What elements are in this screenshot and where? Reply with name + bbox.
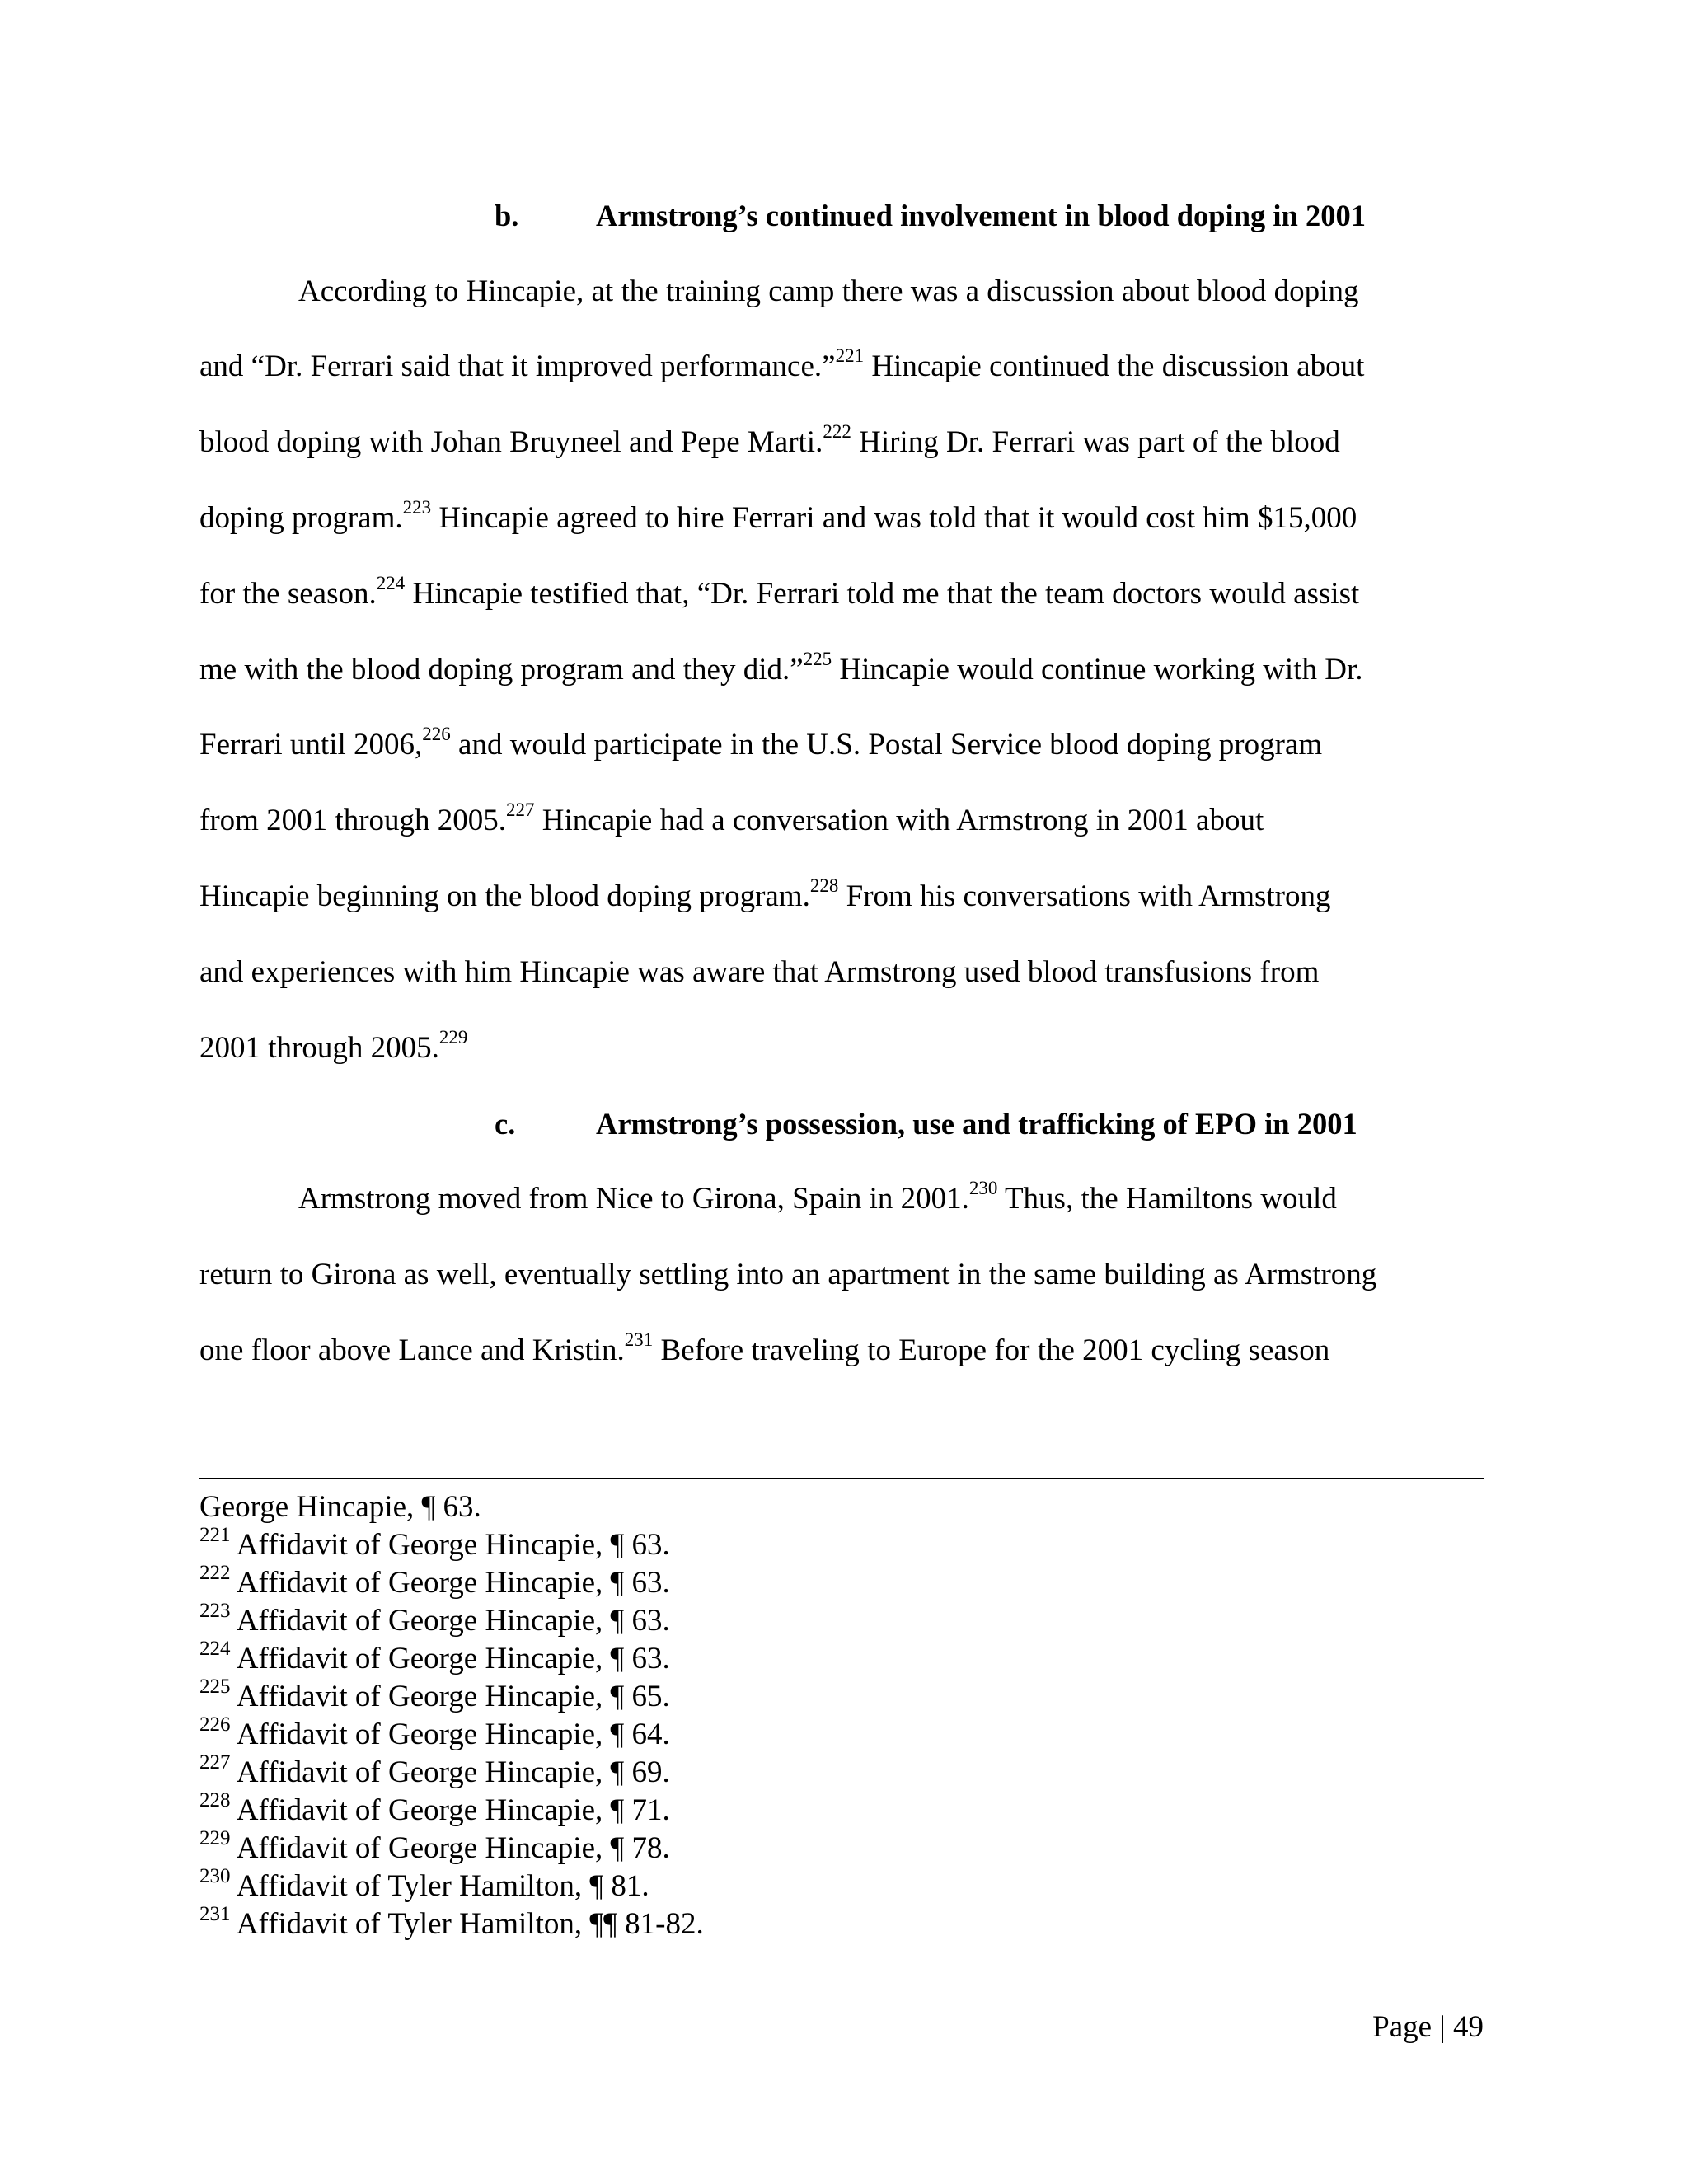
paragraph-line: and “Dr. Ferrari said that it improved performance.”$^{221}$ Hincapie continued the discussion about xyxy=(199,344,1365,383)
footnote-ref[interactable]: 223 xyxy=(402,496,432,518)
paragraph-line: doping program.$^{223}$ Hincapie agreed to hire Ferrari and was told that it would cost him $15,000 xyxy=(199,496,1357,535)
section-label-b: b. xyxy=(495,199,519,232)
footnote-227: $^{227}$ Affidavit of George Hincapie, ¶ 69. xyxy=(199,1750,670,1789)
paragraph-line: According to Hincapie, at the training camp there was a discussion about blood doping xyxy=(298,274,1359,308)
footnote-ref[interactable]: 227 xyxy=(506,799,535,820)
footnote-ref[interactable]: 228 xyxy=(809,874,839,896)
footnote-228: $^{228}$ Affidavit of George Hincapie, ¶ 71. xyxy=(199,1788,670,1827)
paragraph-line: me with the blood doping program and they did.”$^{225}$ Hincapie would continue working with Dr. xyxy=(199,648,1363,687)
footnote-226: $^{226}$ Affidavit of George Hincapie, ¶ 64. xyxy=(199,1713,670,1751)
section-title-c: Armstrong’s possession, use and trafficking of EPO in 2001 xyxy=(596,1107,1357,1141)
paragraph-line: return to Girona as well, eventually settling into an apartment in the same building as Armstrong xyxy=(199,1258,1377,1291)
paragraph-line: for the season.$^{224}$ Hincapie testified that, “Dr. Ferrari told me that the team doctors would assist xyxy=(199,572,1360,611)
footnote-ref[interactable]: 224 xyxy=(376,572,406,593)
footnote-229: $^{229}$ Affidavit of George Hincapie, ¶ 78. xyxy=(199,1826,670,1865)
footnote-number: 231 xyxy=(199,1902,231,1925)
footnote-continued: George Hincapie, ¶ 63. xyxy=(199,1490,481,1524)
paragraph-line: blood doping with Johan Bruyneel and Pepe Marti.$^{222}$ Hiring Dr. Ferrari was part of the blood xyxy=(199,420,1340,459)
paragraph-line: one floor above Lance and Kristin.$^{231}$ Before traveling to Europe for the 2001 cycling season xyxy=(199,1329,1330,1367)
footnote-number: 230 xyxy=(199,1864,231,1887)
footnote-ref[interactable]: 222 xyxy=(823,420,851,442)
section-heading-b xyxy=(495,198,1366,233)
footnote-number: 229 xyxy=(199,1826,231,1849)
footnote-number: 224 xyxy=(199,1637,231,1660)
footnote-separator xyxy=(199,1478,1484,1479)
paragraph-line: Hincapie beginning on the blood doping program.$^{228}$ From his conversations with Armstrong xyxy=(199,874,1331,913)
footnote-ref[interactable]: 221 xyxy=(835,344,865,366)
footnote-225: $^{225}$ Affidavit of George Hincapie, ¶ 65. xyxy=(199,1675,670,1713)
paragraph-line: from 2001 through 2005.$^{227}$ Hincapie had a conversation with Armstrong in 2001 about xyxy=(199,799,1264,837)
footnote-ref[interactable]: 226 xyxy=(422,723,451,744)
page-number: Page | 49 xyxy=(1372,2010,1484,2044)
section-heading-c xyxy=(495,1106,1357,1141)
footnote-number: 225 xyxy=(199,1675,231,1698)
footnote-ref[interactable]: 225 xyxy=(803,648,832,669)
footnote-230: $^{230}$ Affidavit of Tyler Hamilton, ¶ 81. xyxy=(199,1864,649,1903)
footnote-number: 222 xyxy=(199,1561,231,1584)
footnote-number: 227 xyxy=(199,1750,231,1774)
paragraph-line: 2001 through 2005.$^{229}$ xyxy=(199,1026,468,1065)
paragraph-line: Armstrong moved from Nice to Girona, Spain in 2001.$^{230}$ Thus, the Hamiltons would xyxy=(298,1177,1337,1216)
section-title-b: Armstrong’s continued involvement in blood doping in 2001 xyxy=(596,199,1366,232)
footnote-231: $^{231}$ Affidavit of Tyler Hamilton, ¶¶ 81-82. xyxy=(199,1902,704,1941)
footnote-222: $^{222}$ Affidavit of George Hincapie, ¶ 63. xyxy=(199,1561,670,1600)
footnote-number: 226 xyxy=(199,1713,231,1736)
footnote-number: 223 xyxy=(199,1599,231,1622)
footnote-223: $^{223}$ Affidavit of George Hincapie, ¶ 63. xyxy=(199,1599,670,1638)
footnote-ref[interactable]: 231 xyxy=(624,1329,654,1350)
footnote-221: $^{221}$ Affidavit of George Hincapie, ¶ 63. xyxy=(199,1523,670,1562)
footnote-ref[interactable]: 230 xyxy=(968,1177,998,1198)
section-label-c: c. xyxy=(495,1107,516,1141)
paragraph-line: Ferrari until 2006,$^{226}$ and would participate in the U.S. Postal Service blood doping program xyxy=(199,723,1323,762)
footnote-224: $^{224}$ Affidavit of George Hincapie, ¶ 63. xyxy=(199,1637,670,1675)
footnote-ref[interactable]: 229 xyxy=(438,1026,468,1047)
paragraph-line: and experiences with him Hincapie was aware that Armstrong used blood transfusions from xyxy=(199,955,1320,989)
footnote-number: 221 xyxy=(199,1523,231,1546)
footnote-number: 228 xyxy=(199,1788,231,1811)
